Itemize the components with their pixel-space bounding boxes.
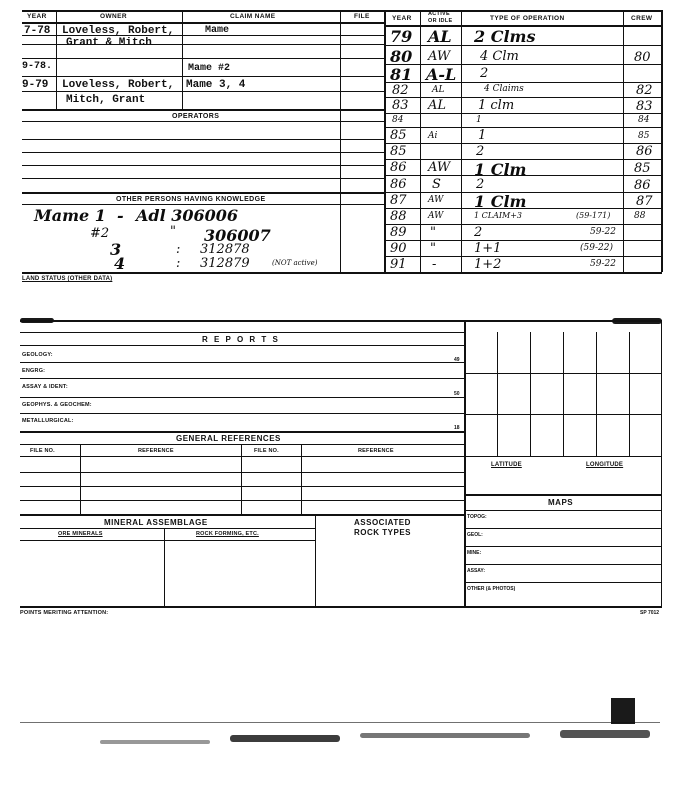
activity-year: 84: [392, 115, 404, 125]
report-metallurgical-label: METALLURGICAL:: [22, 418, 74, 424]
activity-year: 90: [390, 241, 407, 256]
operators-label: OPERATORS: [172, 113, 220, 120]
report-geology-num: 49: [454, 357, 460, 363]
header-owner: OWNER: [100, 13, 127, 20]
knowledge-dash: :: [176, 242, 181, 257]
activity-crew: 82: [636, 83, 653, 98]
activity-status: ": [430, 225, 436, 240]
maps-topog-label: TOPOG:: [467, 514, 487, 520]
activity-status: ": [430, 241, 436, 256]
header-file: FILE: [354, 13, 370, 20]
owner-row-claim: Mame #2: [188, 63, 231, 74]
knowledge-number: Adl 306006: [136, 206, 239, 225]
owner-row-claim: Mame: [205, 25, 230, 36]
activity-year: 83: [392, 98, 409, 113]
ref-col-file-no: FILE NO.: [30, 448, 55, 454]
rock-forming-label: ROCK FORMING, ETC.: [196, 531, 259, 537]
points-meriting-attention-label: POINTS MERITING ATTENTION:: [20, 610, 109, 616]
activity-operation: 2: [476, 177, 485, 192]
header-type-of-operation: TYPE OF OPERATION: [490, 15, 565, 22]
activity-crew: 86: [636, 144, 653, 159]
maps-assay-label: ASSAY:: [467, 568, 486, 574]
activity-year: 88: [390, 209, 407, 224]
activity-operation: 1+2: [474, 257, 502, 272]
activity-crew: 83: [636, 99, 653, 114]
activity-status: AW: [428, 195, 444, 205]
knowledge-dash: -: [117, 206, 124, 225]
knowledge-claim: Mame 1: [34, 206, 106, 225]
activity-crew: 80: [634, 50, 651, 65]
knowledge-number: 306007: [204, 226, 271, 245]
owner-row-year: 9-78.: [22, 61, 53, 72]
activity-operation: 1 CLAIM+3: [474, 211, 522, 220]
activity-year: 91: [390, 257, 407, 272]
form-number: SP 7012: [640, 610, 660, 616]
ref-col-reference-2: REFERENCE: [358, 448, 394, 454]
activity-status: AW: [428, 49, 451, 64]
report-metallurgical-num: 18: [454, 425, 460, 431]
maps-mine-label: MINE:: [467, 550, 482, 556]
ref-col-file-no-2: FILE NO.: [254, 448, 279, 454]
knowledge-dash: ": [170, 224, 176, 239]
activity-year: 85: [390, 128, 407, 143]
header-claim-name: CLAIM NAME: [230, 13, 276, 20]
activity-operation: 1 clm: [478, 98, 515, 113]
general-references-title: GENERAL REFERENCES: [176, 434, 281, 443]
activity-reference: (59-22): [580, 243, 613, 253]
activity-operation: 1: [478, 128, 487, 143]
activity-crew: 85: [634, 161, 651, 176]
header-active: ACTIVE: [428, 11, 450, 17]
maps-other-label: OTHER (& PHOTOS): [467, 586, 516, 592]
owner-row-year: 7-78: [24, 25, 51, 37]
activity-reference: (59-171): [576, 211, 611, 220]
latitude-label: LATITUDE: [491, 462, 522, 468]
report-assay-label: ASSAY & IDENT:: [22, 384, 68, 390]
activity-crew: 86: [634, 178, 651, 193]
activity-operation: 1: [476, 115, 482, 125]
maps-geol-label: GEOL:: [467, 532, 483, 538]
other-persons-label: OTHER PERSONS HAVING KNOWLEDGE: [116, 196, 266, 203]
report-geology-label: GEOLOGY:: [22, 352, 53, 358]
activity-year: 85: [390, 144, 407, 159]
knowledge-claim: 3: [110, 240, 122, 259]
owner-row-claim: Mame 3, 4: [186, 79, 246, 91]
activity-year: 82: [392, 83, 409, 98]
header-or-idle: OR IDLE: [428, 18, 453, 24]
report-assay-num: 50: [454, 391, 460, 397]
activity-operation: 1+1: [474, 241, 502, 256]
activity-status: AW: [428, 211, 444, 221]
activity-operation: 2: [480, 66, 489, 81]
knowledge-claim: #2: [90, 226, 110, 241]
activity-status: AL: [428, 98, 447, 113]
owner-row-owner: Mitch, Grant: [66, 94, 146, 106]
knowledge-note: (NOT active): [272, 259, 318, 267]
activity-crew: 88: [634, 211, 646, 221]
activity-status: AL: [432, 85, 445, 95]
activity-status: S: [432, 177, 441, 192]
activity-status: A-L: [426, 65, 457, 84]
activity-year: 86: [390, 177, 407, 192]
activity-operation: 4 Claims: [484, 84, 524, 94]
activity-status: Ai: [428, 131, 438, 141]
activity-operation: 4 Clm: [480, 49, 519, 64]
ore-minerals-label: ORE MINERALS: [58, 531, 103, 537]
mineral-assemblage-title: MINERAL ASSEMBLAGE: [104, 518, 208, 527]
activity-year: 80: [390, 47, 413, 66]
knowledge-number: 312879: [200, 256, 250, 271]
activity-operation: 2 Clms: [474, 27, 536, 46]
owner-row-owner: Grant & Mitch: [66, 37, 152, 49]
report-engrg-label: ENGRG:: [22, 368, 46, 374]
rock-types-label: ROCK TYPES: [354, 528, 412, 537]
activity-status: AW: [428, 160, 451, 175]
activity-operation: 2: [474, 225, 483, 240]
ref-col-reference: REFERENCE: [138, 448, 174, 454]
header-crew: CREW: [631, 15, 653, 22]
header-year: YEAR: [27, 13, 47, 20]
owner-row-owner: Loveless, Robert,: [62, 79, 175, 91]
activity-status: -: [432, 257, 437, 272]
activity-operation: 1 Clm: [474, 192, 527, 211]
header-year-right: YEAR: [392, 15, 412, 22]
knowledge-dash: :: [176, 256, 181, 271]
activity-crew: 85: [638, 131, 650, 141]
activity-operation: 1 Clm: [474, 160, 527, 179]
longitude-label: LONGITUDE: [586, 462, 624, 468]
report-geophys-label: GEOPHYS. & GEOCHEM:: [22, 402, 92, 408]
activity-crew: 87: [636, 194, 653, 209]
knowledge-number: 312878: [200, 242, 250, 257]
owner-row-owner: Loveless, Robert,: [62, 25, 175, 37]
activity-year: 81: [390, 65, 413, 84]
activity-crew: 84: [638, 115, 650, 125]
activity-reference: 59-22: [590, 259, 616, 269]
owner-row-year: 9-79: [22, 79, 49, 91]
activity-year: 87: [390, 193, 407, 208]
activity-reference: 59-22: [590, 227, 616, 237]
knowledge-claim: 4: [114, 254, 126, 273]
activity-year: 86: [390, 160, 407, 175]
activity-operation: 2: [476, 144, 485, 159]
activity-year: 89: [390, 225, 407, 240]
activity-status: AL: [428, 27, 452, 46]
activity-year: 79: [390, 27, 413, 46]
maps-title: MAPS: [548, 498, 574, 507]
reports-title: R E P O R T S: [202, 335, 280, 344]
land-status-label: LAND STATUS (OTHER DATA): [22, 276, 113, 282]
associated-label: ASSOCIATED: [354, 518, 411, 527]
